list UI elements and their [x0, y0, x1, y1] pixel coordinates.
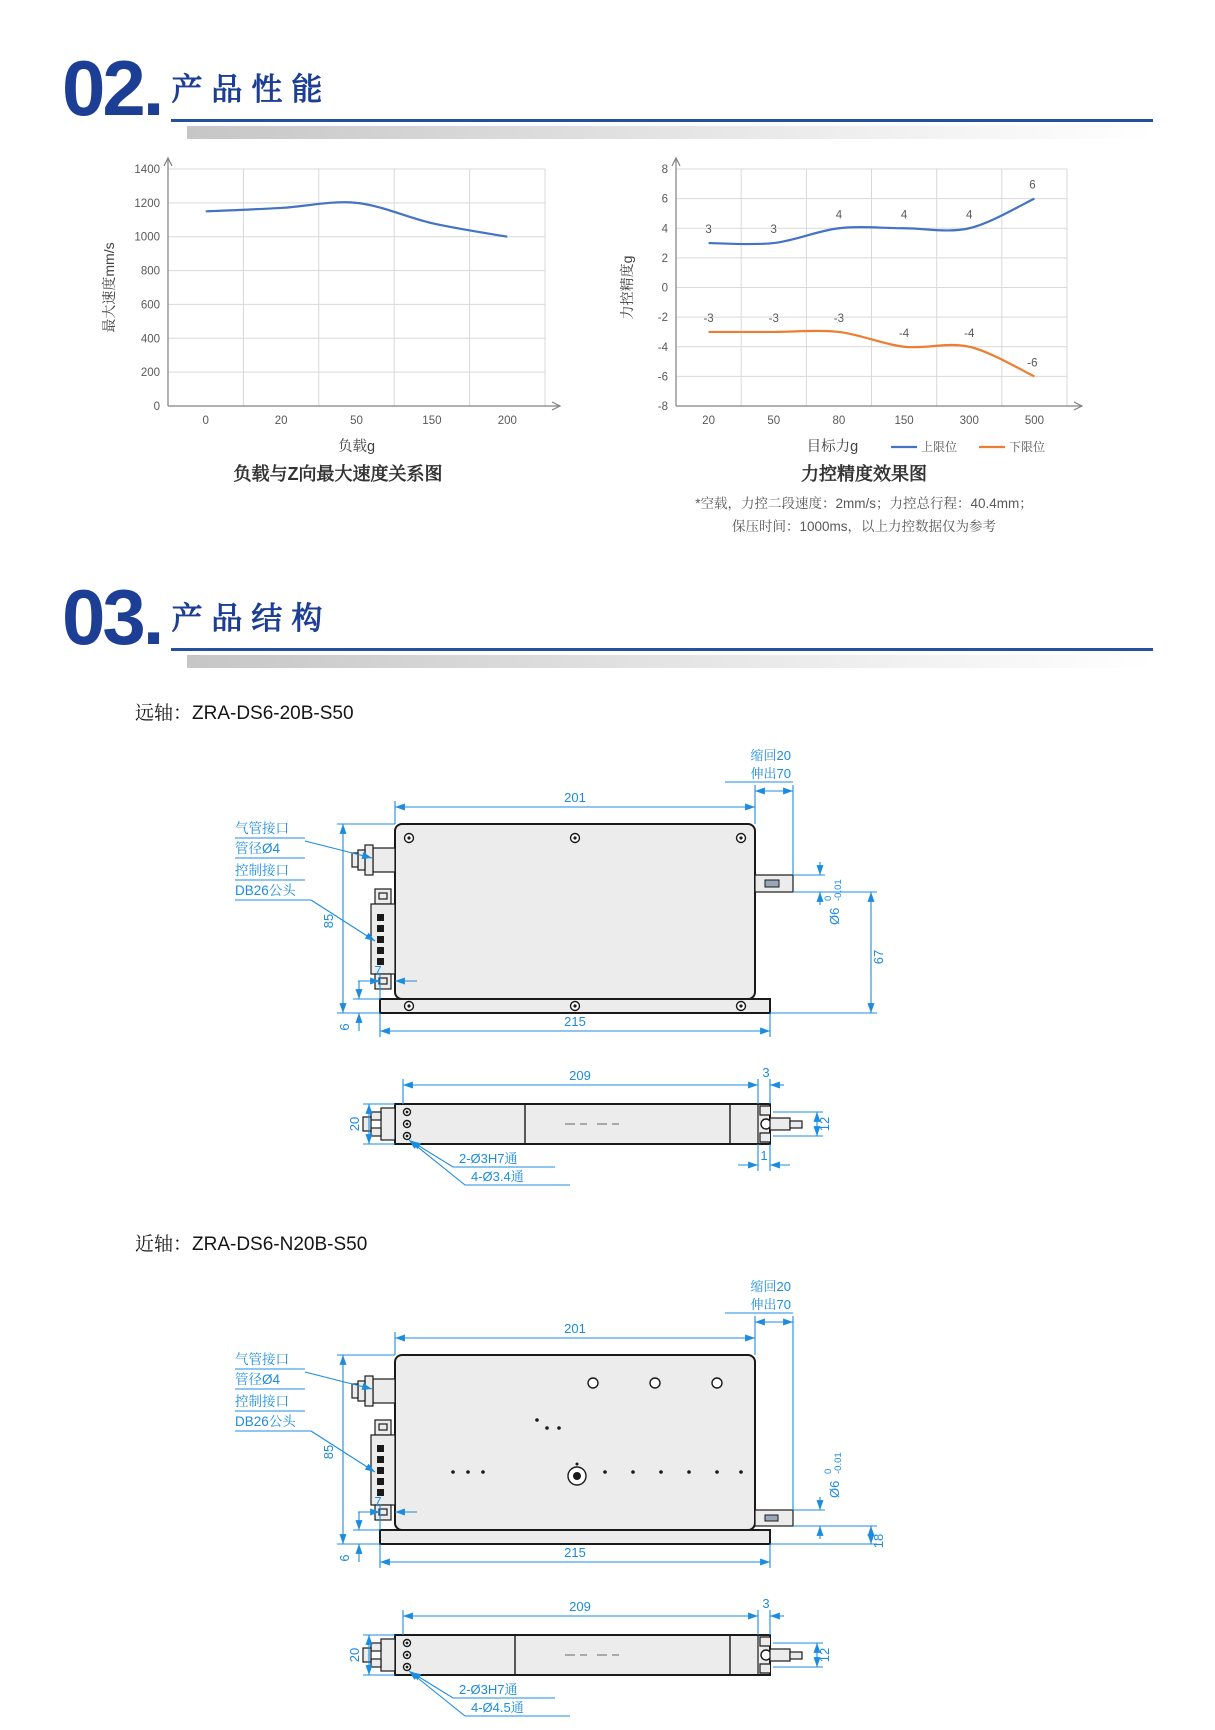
chart-text: 400 — [140, 333, 160, 346]
force-accuracy-chart — [614, 153, 1089, 458]
section-performance-header — [0, 0, 1215, 139]
right-end-clevis — [760, 1106, 802, 1142]
dim-end-offset: 1 — [760, 1147, 768, 1163]
force-accuracy-chart-title: 力控精度效果图 — [801, 464, 927, 484]
label-through-holes: 4-Ø3.4通 — [471, 1168, 524, 1184]
chart-text: 600 — [140, 299, 160, 312]
chart-text: 负载g — [337, 439, 376, 455]
load-speed-chart-block — [88, 153, 588, 539]
chart-footnote-line1: *空载，力控二段速度：2mm/s；力控总行程：40.4mm； — [695, 496, 1033, 511]
dim-base-width: 215 — [564, 1544, 586, 1560]
svg-text:Ø6: Ø6 — [827, 907, 842, 925]
section-structure-header — [0, 539, 1215, 668]
svg-text:0: 0 — [823, 1468, 834, 1474]
left-end-connector — [363, 1639, 395, 1671]
chart-path — [206, 202, 508, 236]
air-fitting — [352, 1376, 395, 1406]
dim-base-height: 6 — [337, 1554, 352, 1562]
callout-tube-dia: 管径Ø4 — [235, 840, 281, 856]
dim-base-width: 215 — [564, 1013, 586, 1029]
label-precision-holes: 2-Ø3H7通 — [459, 1681, 518, 1697]
chart-text: -8 — [657, 401, 668, 413]
chart-text: 4 — [835, 209, 843, 222]
chart-text: 150 — [422, 415, 442, 427]
chart-text: 上限位 — [921, 440, 958, 454]
dim-length: 209 — [569, 1067, 591, 1083]
near-axis-profile-drawing — [225, 1580, 925, 1730]
dim-width: 20 — [347, 1116, 362, 1132]
chart-text: 300 — [959, 415, 979, 427]
chart-text: 1000 — [134, 231, 160, 244]
dim-top-width: 201 — [564, 789, 586, 805]
section-divider-shadow — [187, 655, 1153, 668]
chart-footnote — [614, 493, 1114, 539]
chart-text: 0 — [202, 415, 209, 427]
left-end-holes — [404, 1639, 411, 1670]
load-speed-chart-title: 负载与Z向最大速度关系图 — [233, 464, 443, 484]
chart-text: -3 — [703, 312, 714, 325]
chart-text: -4 — [964, 327, 975, 340]
chart-text: 1400 — [134, 164, 160, 176]
actuator-profile-body — [363, 1635, 802, 1675]
dim-shaft-diameter — [823, 1452, 844, 1498]
chart-text: 200 — [140, 367, 160, 380]
left-end-connector — [363, 1108, 395, 1140]
far-axis-profile-drawing — [225, 1049, 925, 1199]
svg-text:-0.01: -0.01 — [833, 879, 844, 901]
dim-shaft-diameter — [823, 879, 844, 925]
right-end-clevis — [760, 1637, 802, 1673]
chart-text: 2 — [661, 252, 668, 265]
section-divider-line — [171, 648, 1153, 651]
section-divider-line — [171, 119, 1153, 122]
svg-text:0: 0 — [823, 895, 834, 901]
chart-text: 1200 — [134, 197, 160, 210]
chart-text: -3 — [768, 312, 779, 325]
dim-width: 20 — [347, 1647, 362, 1663]
callout-labels — [235, 820, 375, 941]
callout-control-port: 控制接口 — [235, 862, 289, 878]
svg-text:-0.01: -0.01 — [833, 1452, 844, 1474]
chart-text: -2 — [657, 312, 668, 325]
near-axis-main-drawing — [225, 1260, 925, 1580]
callout-control-port: 控制接口 — [235, 1393, 289, 1409]
chart-text: -4 — [898, 327, 910, 340]
callout-air-port: 气管接口 — [235, 1351, 289, 1367]
chart-text: 50 — [767, 415, 781, 427]
base-plate — [380, 1530, 770, 1544]
chart-text: 8 — [661, 164, 668, 176]
chart-text: 4 — [966, 209, 973, 222]
dim-end-height: 12 — [817, 1647, 832, 1663]
output-shaft — [755, 875, 793, 892]
dim-shaft-height: 67 — [871, 949, 886, 965]
chart-text: 200 — [497, 415, 517, 427]
dim-base-height: 6 — [337, 1023, 352, 1031]
performance-charts-row — [88, 153, 1185, 539]
label-precision-holes: 2-Ø3H7通 — [459, 1150, 518, 1166]
dim-top-width: 201 — [564, 1320, 586, 1336]
section-header-right — [171, 593, 1153, 668]
chart-text: -3 — [833, 312, 845, 325]
dim-end-gap: 3 — [762, 1064, 770, 1080]
chart-text: 0 — [661, 282, 668, 295]
actuator-body — [352, 1355, 793, 1544]
section-title: 产品结构 — [171, 600, 332, 636]
dim-retract: 缩回20 — [750, 1278, 791, 1294]
chart-text: 0 — [153, 401, 160, 413]
chart-footnote-line2: 保压时间：1000ms，以上力控数据仅为参考 — [731, 518, 997, 534]
label-through-holes: 4-Ø4.5通 — [471, 1699, 524, 1715]
callout-db26: DB26公头 — [235, 1413, 296, 1429]
chart-text: -6 — [657, 371, 668, 384]
actuator-body — [352, 824, 793, 1013]
section-number: 03. — [62, 572, 162, 661]
section-number: 02. — [62, 44, 162, 132]
far-axis-main-drawing — [225, 729, 925, 1049]
dim-end-gap: 3 — [762, 1595, 770, 1611]
dim-offset: 7 — [374, 962, 382, 978]
force-accuracy-chart-block — [614, 153, 1114, 539]
section-title: 产品性能 — [171, 72, 332, 107]
chart-text: 3 — [770, 224, 777, 237]
chart-text: 500 — [1024, 415, 1045, 427]
chart-text: 4 — [661, 223, 668, 236]
chart-text: 150 — [894, 415, 914, 427]
left-end-holes — [404, 1108, 411, 1139]
callout-db26: DB26公头 — [235, 882, 296, 898]
output-shaft — [755, 1510, 793, 1526]
load-speed-chart — [88, 153, 563, 458]
chart-text: 下限位 — [1009, 440, 1046, 454]
chart-text: 20 — [274, 415, 288, 427]
chart-text: 4 — [900, 209, 908, 222]
chart-text: 800 — [140, 265, 160, 278]
svg-text:Ø6: Ø6 — [827, 1480, 842, 1498]
near-axis-model-label: 近轴：ZRA-DS6-N20B-S50 — [135, 1233, 368, 1255]
actuator-profile-body — [363, 1104, 802, 1144]
callout-air-port: 气管接口 — [235, 820, 289, 836]
chart-text: 6 — [1029, 179, 1036, 192]
dim-height: 85 — [321, 1444, 336, 1460]
dim-offset: 7 — [374, 1493, 382, 1509]
dim-extend: 伸出70 — [750, 765, 791, 781]
chart-text: 最大速度mm/s — [101, 242, 117, 333]
chart-text: 20 — [702, 415, 715, 427]
chart-text: -4 — [657, 341, 668, 354]
chart-text: 目标力g — [806, 439, 859, 455]
section-header-right — [171, 64, 1153, 139]
dim-end-height: 12 — [817, 1116, 832, 1132]
dim-length: 209 — [569, 1598, 591, 1614]
callout-labels — [235, 1351, 375, 1472]
section-divider-shadow — [187, 126, 1153, 139]
chart-text: 80 — [832, 415, 846, 427]
dim-extend: 伸出70 — [750, 1296, 791, 1312]
chart-text: -6 — [1027, 357, 1038, 370]
air-fitting — [352, 845, 395, 875]
chart-text: 6 — [661, 193, 668, 206]
callout-tube-dia: 管径Ø4 — [235, 1371, 281, 1387]
far-axis-model-label: 远轴：ZRA-DS6-20B-S50 — [135, 702, 354, 724]
chart-text: 50 — [350, 415, 363, 427]
dim-retract: 缩回20 — [750, 747, 791, 763]
dim-height: 85 — [321, 913, 336, 929]
chart-text: 3 — [705, 224, 712, 237]
dim-shaft-height: 18 — [871, 1533, 886, 1549]
chart-text: 力控精度g — [619, 255, 635, 320]
